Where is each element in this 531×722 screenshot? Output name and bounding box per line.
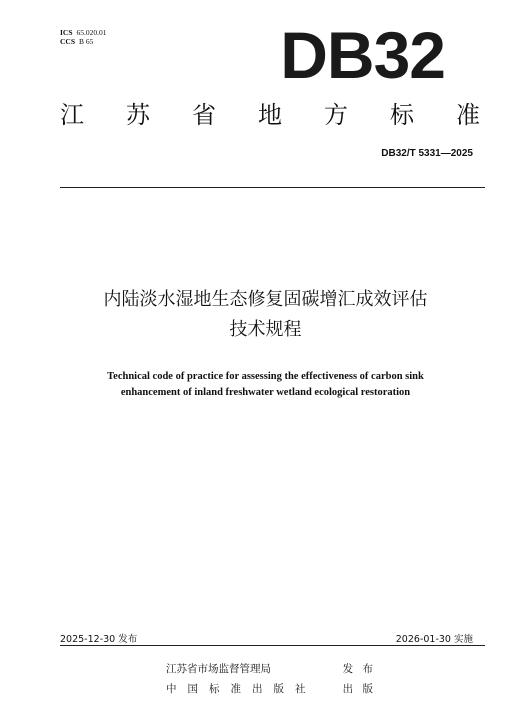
publisher-char: 社 [295, 683, 306, 695]
issue-date: 2025-12-30 发布 [60, 634, 138, 645]
english-title [40, 369, 491, 401]
english-title-line-1: Technical code of practice for assessing the effectiveness of carbon sink [107, 371, 424, 382]
ccs-code: CCS B 65 [60, 37, 94, 46]
standard-logo: DB32 [280, 18, 445, 92]
heading-char: 标 [390, 101, 414, 129]
classification-codes [60, 28, 107, 46]
ics-code: ICS 65.020.01 [60, 28, 107, 37]
chinese-title-line-1: 内陆淡水湿地生态修复固碳增汇成效评估 [103, 289, 428, 310]
publisher-char: 出 [252, 683, 263, 695]
standard-type-heading [60, 100, 480, 130]
publisher-name: 江苏省市场监督管理局 [166, 663, 271, 675]
heading-char: 方 [324, 101, 348, 129]
heading-char: 苏 [126, 101, 150, 129]
publisher-char: 准 [230, 683, 242, 695]
implementation-date: 2026-01-30 实施 [395, 634, 473, 645]
publisher-char: 标 [209, 683, 220, 695]
publisher-char: 中 [166, 683, 177, 695]
heading-char: 省 [192, 101, 216, 129]
publisher-press [166, 681, 376, 696]
bottom-divider [60, 645, 485, 646]
standard-number: DB32/T 5331—2025 [381, 148, 473, 159]
publisher-role: 发 布 [342, 663, 376, 675]
publisher-name [166, 681, 306, 696]
publisher-role: 出 版 [342, 683, 376, 695]
heading-char: 准 [456, 101, 480, 129]
top-divider [60, 187, 485, 188]
publisher-char: 国 [187, 683, 199, 695]
chinese-title-line-2: 技术规程 [229, 319, 302, 340]
publisher-char: 版 [273, 683, 285, 695]
chinese-title [40, 285, 491, 345]
publisher-issuer [166, 661, 376, 676]
heading-char: 地 [258, 101, 282, 129]
english-title-line-2: enhancement of inland freshwater wetland ecological restoration [120, 387, 411, 398]
heading-char: 江 [60, 101, 84, 129]
